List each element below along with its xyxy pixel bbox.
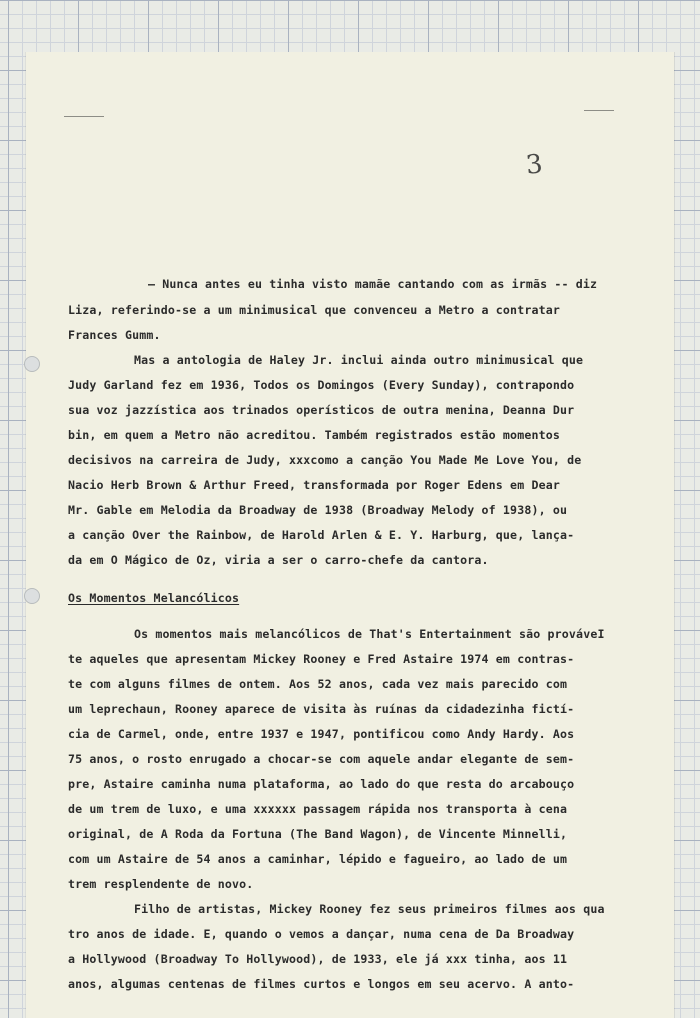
section-heading: Os Momentos Melancólicos (68, 591, 240, 605)
margin-rule-mark (584, 110, 614, 111)
text-line: anos, algumas centenas de filmes curtos e longos em seu acervo. A anto- (68, 977, 575, 991)
text-line: um leprechaun, Rooney aparece de visita às ruínas da cidadezinha fictí- (68, 702, 575, 716)
page-number: 3 (524, 149, 545, 181)
text-line: da em O Mágico de Oz, viria a ser o carro-chefe da cantora. (68, 553, 489, 567)
text-line: bin, em quem a Metro não acreditou. Também registrados estão momentos (68, 428, 560, 442)
text-line: Mr. Gable em Melodia da Broadway de 1938 (Broadway Melody of 1938), ou (68, 503, 568, 517)
text-line: a Hollywood (Broadway To Hollywood), de 1933, ele já xxx tinha, aos 11 (68, 952, 568, 966)
text-line: tro anos de idade. E, quando o vemos a dançar, numa cena de Da Broadway (68, 927, 575, 941)
text-line: te com alguns filmes de ontem. Aos 52 anos, cada vez mais parecido com (68, 677, 568, 691)
margin-rule-mark (64, 116, 104, 117)
text-line: decisivos na carreira de Judy, xxxcomo a canção You Made Me Love You, de (68, 453, 582, 467)
text-line: Nacio Herb Brown & Arthur Freed, transformada por Roger Edens em Dear (68, 478, 560, 492)
text-line: original, de A Roda da Fortuna (The Band Wagon), de Vincente Minnelli, (68, 827, 568, 841)
text-line: de um trem de luxo, e uma xxxxxx passagem rápida nos transporta à cena (68, 802, 568, 816)
punch-hole (24, 356, 40, 372)
text-line: Liza, referindo-se a um minimusical que convenceu a Metro a contratar (68, 303, 560, 317)
text-line: com um Astaire de 54 anos a caminhar, lépido e fagueiro, ao lado de um (68, 852, 568, 866)
text-line: trem resplendente de novo. (68, 877, 254, 891)
text-line: a canção Over the Rainbow, de Harold Arlen & E. Y. Harburg, que, lança- (68, 528, 575, 542)
text-line: te aqueles que apresentam Mickey Rooney e Fred Astaire 1974 em contras- (68, 652, 575, 666)
text-line: 75 anos, o rosto enrugado a chocar-se com aquele andar elegante de sem- (68, 752, 575, 766)
text-line: Filho de artistas, Mickey Rooney fez seus primeiros filmes aos qua (134, 902, 605, 916)
text-line: — Nunca antes eu tinha visto mamãe cantando com as irmãs -- diz (148, 277, 598, 291)
text-line: Os momentos mais melancólicos de That's Entertainment são prováveI (134, 627, 605, 641)
text-line: Judy Garland fez em 1936, Todos os Domingos (Every Sunday), contrapondo (68, 378, 575, 392)
text-line: Mas a antologia de Haley Jr. inclui ainda outro minimusical que (134, 353, 584, 367)
text-line: Frances Gumm. (68, 328, 161, 342)
text-line: pre, Astaire caminha numa plataforma, ao lado do que resta do arcabouço (68, 777, 575, 791)
text-line: cia de Carmel, onde, entre 1937 e 1947, pontificou como Andy Hardy. Aos (68, 727, 575, 741)
text-line: sua voz jazzística aos trinados operísticos de outra menina, Deanna Dur (68, 403, 575, 417)
punch-hole (24, 588, 40, 604)
